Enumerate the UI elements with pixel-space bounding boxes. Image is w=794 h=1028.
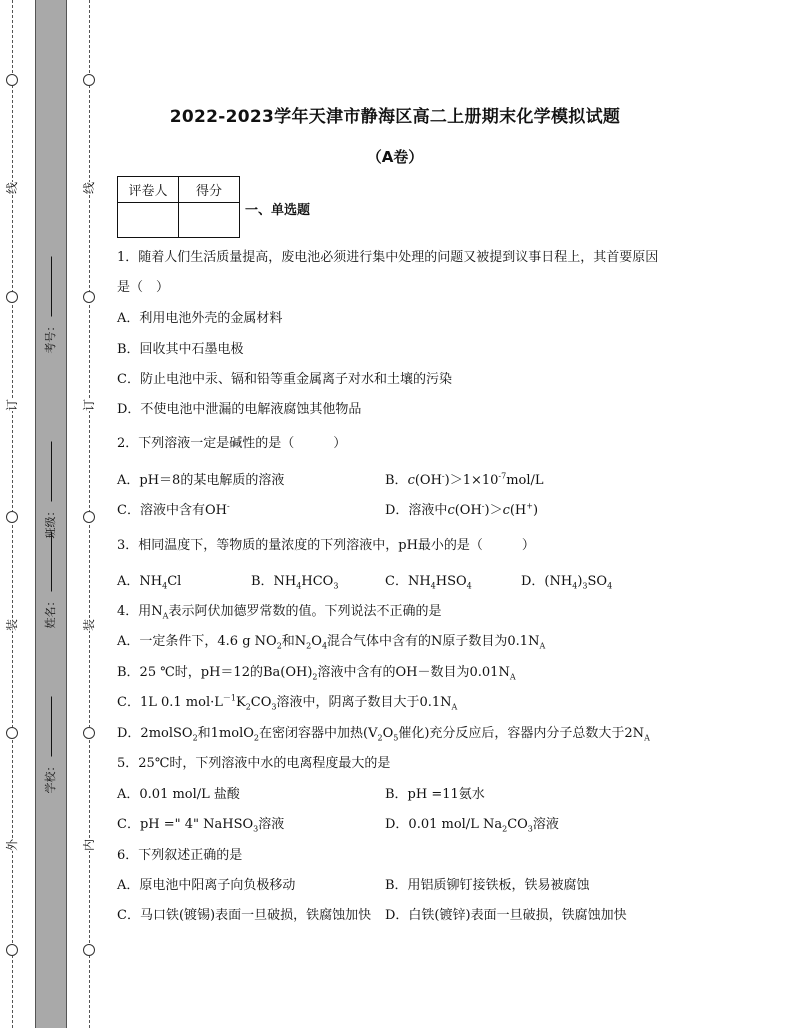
seal-char-outer-wai: 外 [5,838,19,852]
seal-char-inner-xian: 线 [82,181,96,195]
q1-option-c: C．防止电池中汞、镉和铅等重金属离子对水和土壤的污染 [117,372,452,387]
q2-option-b: B．$c(OH^-)>1\times 10^{-7}mol/L$ [385,471,544,488]
score-table [117,176,240,238]
seal-char-inner-ding: 订 [82,398,96,412]
q5-stem: 5．25℃时，下列溶液中水的电离程度最大的是 [117,756,391,771]
field-name: 姓名： [42,532,58,629]
score-cell[interactable] [179,203,240,238]
seal-char-inner-nei: 内 [82,838,96,852]
q6-option-d: D．白铁(镀锌)表面一旦破损，铁腐蚀加快 [385,908,627,923]
q2-option-d: D．溶液中c(OH-)＞c(H+) [385,501,539,518]
seal-circle-icon [83,74,95,86]
q1-option-a: A．利用电池外壳的金属材料 [117,311,283,326]
reviewer-cell[interactable] [118,203,179,238]
q6-option-b: B．用铝质铆钉接铁板，铁易被腐蚀 [385,878,590,893]
q3-option-d: D．$(NH_4)_3SO_4$ [521,574,613,591]
q2-stem: 2．下列溶液一定是碱性的是（ ） [117,436,347,451]
seal-char-outer-ding: 订 [5,398,19,412]
score-header: 得分 [179,177,240,203]
seal-char-outer-xian: 线 [5,181,19,195]
q2-option-c: C．溶液中含有OH- [117,501,230,518]
seal-circle-icon [6,511,18,523]
page-title: 2022-2023学年天津市静海区高二上册期末化学模拟试题 [169,107,621,127]
q4-option-a: A．一定条件下，4.6 g $NO_2$和$N_2O_4$混合气体中含有的N原子数目为$0.1N_A$ [117,634,546,651]
page-subtitle: （A卷） [366,148,424,166]
seal-circle-icon [6,727,18,739]
q3-option-c: C．$NH_4HSO_4$ [385,574,472,591]
q4-option-c: C．1L 0.1 $mol\cdot L^{-1}K_2CO_3$溶液中，阴离子数目大于$0.1N_A$ [117,693,458,712]
q6-option-c: C．马口铁(镀锡)表面一旦破损，铁腐蚀加快 [117,908,372,923]
seal-circle-icon [83,511,95,523]
q3-option-a: A．$NH_4Cl$ [117,574,182,591]
section-title: 一、单选题 [245,203,311,218]
q5-option-b: B．pH =11氨水 [385,787,485,802]
seal-char-outer-zhuang: 装 [5,618,19,632]
q4-option-b: B．25 ℃时，pH＝12的$Ba(OH)_2$溶液中含有的OH－数目为$0.01N_A$ [117,665,516,682]
seal-circle-icon [83,291,95,303]
q1-option-d: D．不使电池中泄漏的电解液腐蚀其他物品 [117,402,362,417]
seal-circle-icon [6,74,18,86]
q1-stem: 1．随着人们生活质量提高，废电池必须进行集中处理的问题又被提到议事日程上，其首要原因 [117,250,659,265]
field-exam-number: 考号： [42,257,58,354]
seal-circle-icon [83,944,95,956]
field-school: 学校： [42,697,58,794]
q4-option-d: D．2molSO$_2$和1molO$_2$在密闭容器中加热($V_2O_5$催化)充分反应后，容器内分子总数大于$2N_A$ [117,726,650,743]
q1-option-b: B．回收其中石墨电极 [117,342,244,357]
q2-option-a: A．pH＝8的某电解质的溶液 [117,473,285,488]
seal-circle-icon [83,727,95,739]
q6-stem: 6．下列叙述正确的是 [117,848,243,863]
seal-char-inner-zhuang: 装 [82,618,96,632]
seal-circle-icon [6,291,18,303]
q4-stem: 4．用$N_A$表示阿伏加德罗常数的值。下列说法不正确的是 [117,604,442,621]
q6-option-a: A．原电池中阳离子向负极移动 [117,878,296,893]
field-class: 班级： [42,442,58,539]
seal-circle-icon [6,944,18,956]
q3-stem: 3．相同温度下，等物质的量浓度的下列溶液中，pH最小的是（ ） [117,538,535,553]
q1-stem-cont: 是（ ） [117,280,170,295]
reviewer-header: 评卷人 [118,177,179,203]
q5-option-c: C．pH =" 4" NaHSO$_3$溶液 [117,817,285,834]
q3-option-b: B．$NH_4HCO_3$ [251,574,339,591]
q5-option-d: D．0.01 mol/L $Na_2CO_3$溶液 [385,817,559,834]
q5-option-a: A．0.01 mol/L 盐酸 [117,787,240,802]
